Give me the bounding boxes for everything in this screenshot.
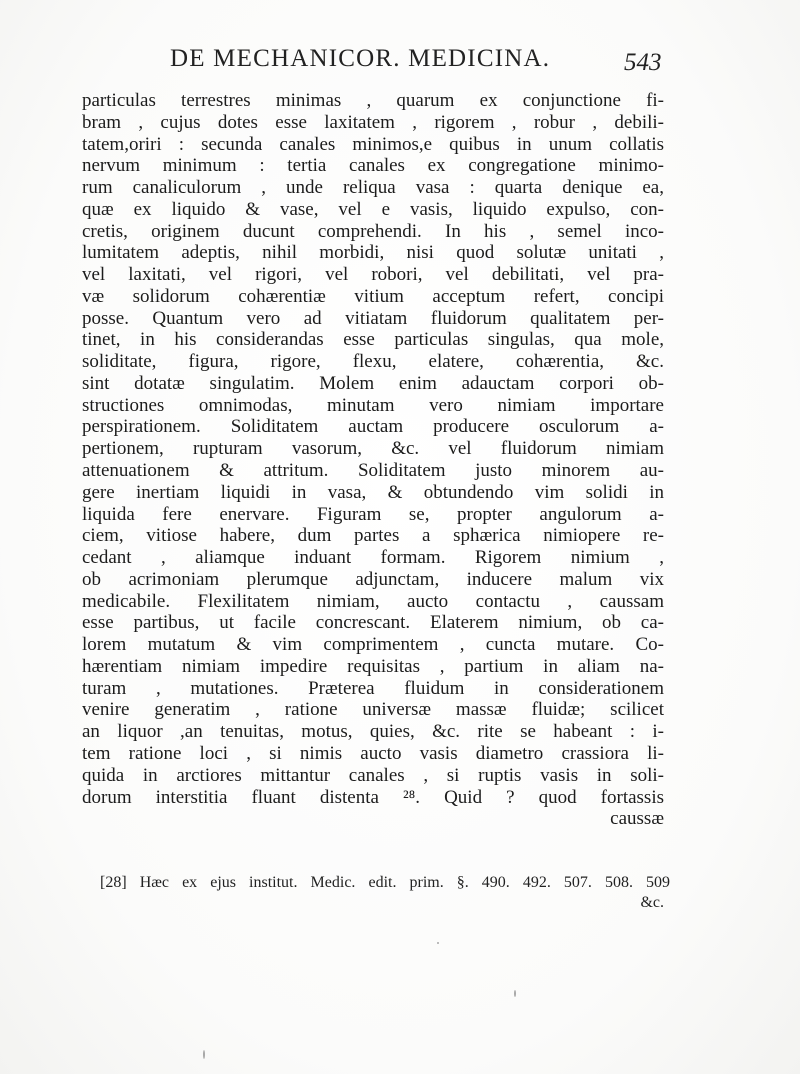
text-line: tinet, in his considerandas esse particulas singulas, qua mole, <box>82 329 664 351</box>
page-number: 543 <box>624 49 662 76</box>
text-line: quida in arctiores mittantur canales , si ruptis vasis in soli- <box>82 764 664 786</box>
text-line: gere inertiam liquidi in vasa, & obtundendo vim solidi in <box>82 481 664 503</box>
text-line: vel laxitati, vel rigori, vel robori, vel debilitati, vel pra- <box>82 264 664 286</box>
running-title: DE MECHANICOR. MEDICINA. <box>170 45 551 72</box>
text-line: sint dotatæ singulatim. Molem enim adauctam corpori ob- <box>82 372 664 394</box>
text-line: particulas terrestres minimas , quarum ex conjunctione fi- <box>82 90 664 111</box>
text-line: ciem, vitiose habere, dum partes a sphærica nimiopere re- <box>82 525 664 547</box>
paper-speck <box>514 990 516 997</box>
text-line: turam , mutationes. Præterea fluidum in considerationem <box>82 677 664 699</box>
text-line: lorem mutatum & vim comprimentem , cuncta mutare. Co- <box>82 634 664 656</box>
text-line: rum canaliculorum , unde reliqua vasa : quarta denique ea, <box>82 177 664 199</box>
paper-speck <box>203 1050 205 1059</box>
text-line: pertionem, rupturam vasorum, &c. vel fluidorum nimiam <box>82 438 664 460</box>
footnote <box>100 873 670 913</box>
text-line: medicabile. Flexilitatem nimiam, aucto contactu , caussam <box>82 590 664 612</box>
text-line: posse. Quantum vero ad vitiatam fluidorum qualitatem per- <box>82 307 664 329</box>
text-line: lumitatem adeptis, nihil morbidi, nisi quod solutæ unitati , <box>82 242 664 264</box>
text-line: soliditate, figura, rigore, flexu, elatere, cohærentia, &c. <box>82 351 664 373</box>
text-line: dorum interstitia fluant distenta ²⁸. Quid ? quod fortassis <box>82 786 664 808</box>
text-line: cedant , aliamque induant formam. Rigorem nimium , <box>82 547 664 569</box>
text-line: esse partibus, ut facile concrescant. Elaterem nimium, ob ca- <box>82 612 664 634</box>
paper-speck <box>437 942 439 944</box>
text-line: bram , cujus dotes esse laxitatem , rigorem , robur , debili- <box>82 111 664 133</box>
text-line: cretis, originem ducunt comprehendi. In his , semel inco- <box>82 220 664 242</box>
text-line: quæ ex liquido & vase, vel e vasis, liquido expulso, con- <box>82 198 664 220</box>
body-text <box>82 90 664 830</box>
text-line: liquida fere enervare. Figuram se, propter angulorum a- <box>82 503 664 525</box>
text-line: hærentiam nimiam impedire requisitas , partium in aliam na- <box>82 655 664 677</box>
text-line: væ solidorum cohærentiæ vitium acceptum refert, concipi <box>82 285 664 307</box>
catchword: caussæ <box>610 808 664 830</box>
text-line: an liquor ,an tenuitas, motus, quies, &c. rite se habeant : i- <box>82 721 664 743</box>
text-line: venire generatim , ratione universæ massæ fluidæ; scilicet <box>82 699 664 721</box>
footnote-continuation: &c. <box>640 894 664 911</box>
text-line: nervum minimum : tertia canales ex congregatione minimo- <box>82 155 664 177</box>
text-line: structiones omnimodas, minutam vero nimiam importare <box>82 394 664 416</box>
text-line: attenuationem & attritum. Soliditatem justo minorem au- <box>82 460 664 482</box>
footnote-text: [28] Hæc ex ejus institut. Medic. edit. prim. §. 490. 492. 507. 508. 509 <box>100 874 670 891</box>
text-line: perspirationem. Soliditatem auctam producere osculorum a- <box>82 416 664 438</box>
text-line: ob acrimoniam plerumque adjunctam, inducere malum vix <box>82 568 664 590</box>
text-line: tem ratione loci , si nimis aucto vasis diametro crassiora li- <box>82 742 664 764</box>
text-line: tatem,oriri : secunda canales minimos,e quibus in unum collatis <box>82 133 664 155</box>
